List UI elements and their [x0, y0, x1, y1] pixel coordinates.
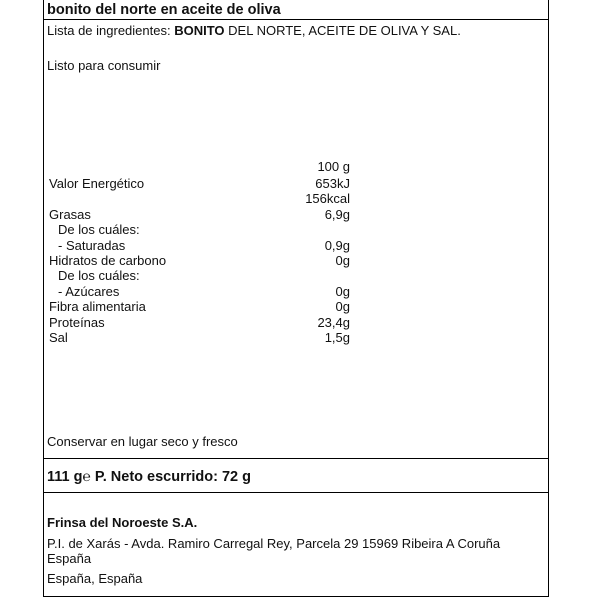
nutrition-row-value: 6,9g	[324, 207, 350, 222]
storage-instructions: Conservar en lugar seco y fresco	[47, 434, 238, 449]
weight-line	[47, 467, 251, 486]
divider-storage	[43, 458, 549, 459]
ready-to-eat: Listo para consumir	[47, 58, 161, 73]
product-name: bonito del norte en aceite de oliva	[47, 2, 281, 18]
ingredients-rest: DEL NORTE, ACEITE DE OLIVA Y SAL.	[228, 23, 461, 38]
company-address: P.I. de Xarás - Avda. Ramiro Carregal Rey, Parcela 29 15969 Ribeira A Coruña	[47, 536, 501, 551]
nutrition-row-value: 0g	[335, 284, 350, 299]
net-weight: 111 g	[47, 469, 83, 485]
nutrition-row-label: Fibra alimentaria	[49, 299, 146, 314]
energy-label: Valor Energético	[49, 176, 145, 191]
divider-weight	[43, 492, 549, 493]
nutrition-row-label: - Saturadas	[58, 238, 126, 253]
nutrition-row-label: Hidratos de carbono	[49, 253, 167, 268]
drained-weight: P. Neto escurrido: 72 g	[94, 469, 251, 485]
nutrition-per-label: 100 g	[317, 159, 350, 174]
nutrition-row-label: De los cuáles:	[58, 222, 140, 237]
ingredients-line	[47, 23, 461, 39]
energy-kj: 653kJ	[315, 176, 350, 191]
ingredients-highlight: BONITO	[174, 23, 225, 38]
nutrition-row-value: 0g	[335, 299, 350, 314]
divider-top	[43, 19, 549, 20]
company-country: España	[47, 551, 92, 566]
energy-kcal: 156kcal	[305, 191, 350, 206]
nutrition-row-value: 0g	[335, 253, 350, 268]
nutrition-row-label: Sal	[49, 330, 68, 345]
estimate-sign-icon: ℮	[82, 468, 91, 484]
nutrition-row-value: 1,5g	[324, 330, 350, 345]
origin-line: España, España	[47, 571, 143, 586]
nutrition-row-value: 0,9g	[324, 238, 350, 253]
nutrition-row-label: Proteínas	[49, 315, 105, 330]
nutrition-row-label: Grasas	[49, 207, 91, 222]
nutrition-row-label: - Azúcares	[58, 284, 120, 299]
nutrition-row-label: De los cuáles:	[58, 268, 140, 283]
ingredients-label: Lista de ingredientes:	[47, 23, 171, 38]
company-name: Frinsa del Noroeste S.A.	[47, 515, 198, 530]
nutrition-row-value: 23,4g	[317, 315, 350, 330]
